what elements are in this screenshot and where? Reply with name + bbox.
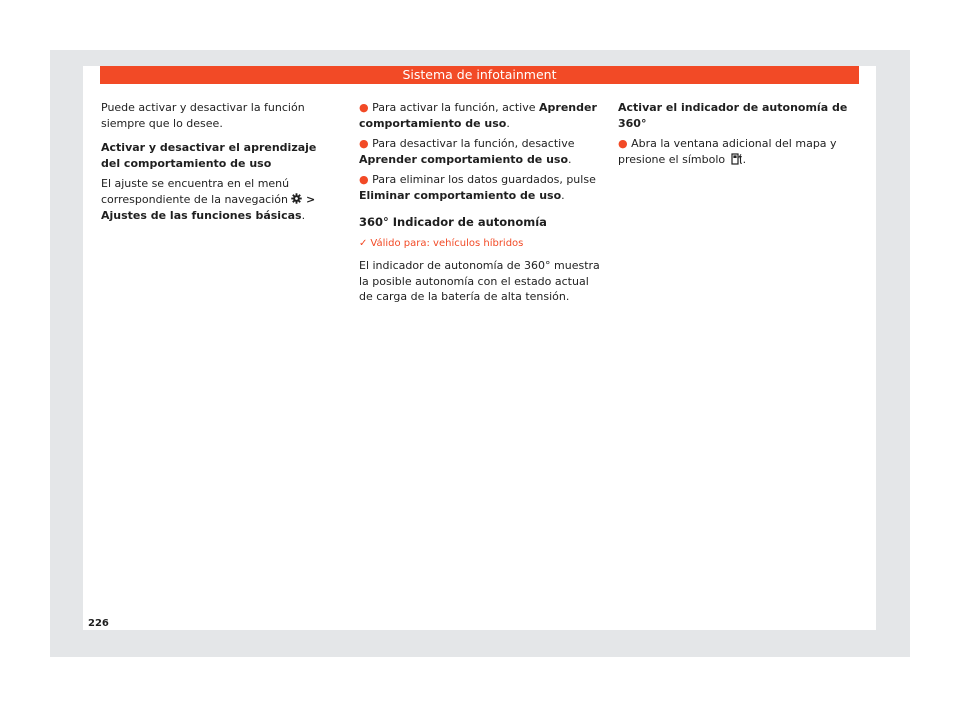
bullet-icon: ● xyxy=(359,137,369,150)
list-item-deactivate xyxy=(359,136,601,167)
bullet-icon: ● xyxy=(359,173,369,186)
bullet-icon: ● xyxy=(618,137,628,150)
intro-text: Puede activar y desactivar la función siempre que lo desee. xyxy=(101,101,305,130)
validity-note xyxy=(359,236,601,252)
column-3 xyxy=(618,100,861,174)
list-item-end: . xyxy=(568,152,572,166)
gear-icon xyxy=(291,193,302,209)
list-item-text: Para eliminar los datos guardados, pulse xyxy=(372,173,596,186)
settings-location-pre: El ajuste se encuentra en el menú correspondiente de la navegación xyxy=(101,177,290,206)
settings-location-text xyxy=(101,176,333,224)
settings-menu-path: > Ajustes de las funciones básicas xyxy=(101,192,316,222)
fuel-pump-icon xyxy=(731,153,743,170)
list-item-end: . xyxy=(506,116,510,130)
section-heading-range: 360° Indicador de autonomía xyxy=(359,215,547,229)
list-item-bold: Eliminar comportamiento de uso xyxy=(359,188,562,202)
section-heading-learning: Activar y desactivar el aprendizaje del comportamiento de uso xyxy=(101,141,317,170)
bullet-icon: ● xyxy=(359,101,369,114)
section-header: Sistema de infotainment xyxy=(100,66,859,84)
settings-location-end: . xyxy=(301,209,306,222)
column-1 xyxy=(101,100,333,233)
page-number: 226 xyxy=(88,618,109,629)
list-item-activate xyxy=(359,100,601,131)
range-description: El indicador de autonomía de 360° muestra la posible autonomía con el estado actual de carga de la batería de alta tensión. xyxy=(359,259,600,303)
list-item-bold: Aprender comportamiento de uso xyxy=(359,152,569,166)
column-2 xyxy=(359,100,601,314)
list-item-text: Para desactivar la función, desactive xyxy=(372,137,575,150)
list-item-end: . xyxy=(742,152,747,166)
validity-text: Válido para: vehículos híbridos xyxy=(370,237,524,249)
list-item-text: Para activar la función, active xyxy=(372,101,536,114)
section-heading-activate-range: Activar el indicador de autonomía de 360° xyxy=(618,101,848,130)
list-item-delete xyxy=(359,172,601,203)
list-item-end: . xyxy=(561,188,565,202)
list-item-text: Abra la ventana adicional del mapa y presione el símbolo xyxy=(618,137,837,166)
list-item-open-map xyxy=(618,136,861,169)
checkmark-icon: ✓ xyxy=(359,237,368,249)
list-item-bold: Aprender comportamiento de uso xyxy=(359,101,597,130)
